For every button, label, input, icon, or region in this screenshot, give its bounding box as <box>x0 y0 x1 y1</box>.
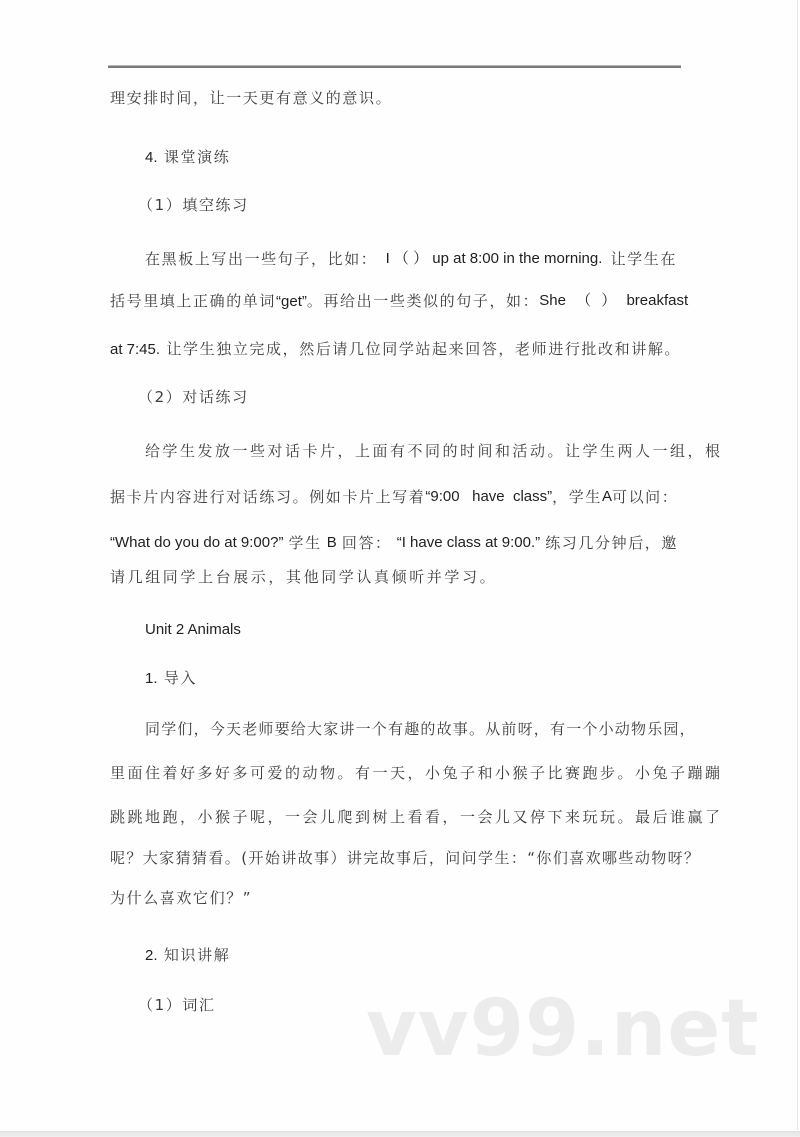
text-en: “What do you do at 9:00?” <box>110 534 284 551</box>
text-cn: ，学生 <box>552 488 602 506</box>
text-cn-a: 括号里填上正确的单词 <box>110 292 277 310</box>
subsection-2-title: 对话练习 <box>182 388 249 406</box>
text-en: B <box>326 534 337 551</box>
text-cn: 学生 <box>288 534 322 552</box>
section-4-heading <box>145 147 230 168</box>
text-en-a: “get” <box>276 293 307 310</box>
unit2-section-2-number: 2. <box>145 947 158 964</box>
dialogue-para-line-1: 给学生发放一些对话卡片，上面有不同的时间和活动。让学生两人一组，根 <box>145 442 723 460</box>
unit2-section-1-number: 1. <box>145 670 158 687</box>
fill-blank-para-line-1 <box>145 249 677 269</box>
subsection-2-heading <box>138 387 249 407</box>
text-cn: 练习几分钟后，邀 <box>545 534 678 552</box>
fill-blank-para-line-2 <box>110 291 689 312</box>
text-cn: 据卡片内容进行对话练习。例如卡片上写着 <box>110 488 426 506</box>
unit2-section-2-title: 知识讲解 <box>163 946 231 964</box>
page-bottom-edge <box>0 1131 800 1137</box>
section-4-number: 4. <box>145 149 158 166</box>
unit2-subsection-1-heading <box>138 995 216 1015</box>
unit2-subsection-1-number: （1） <box>138 996 183 1014</box>
unit2-section-2-heading <box>145 945 230 966</box>
text-en: She （ ） breakfast <box>539 292 689 309</box>
unit2-section-1-title: 导入 <box>163 669 198 687</box>
header-rule <box>108 65 681 68</box>
unit-2-title: Unit 2 Animals <box>145 621 241 638</box>
dialogue-para-line-2 <box>110 487 678 507</box>
fill-blank-para-line-3 <box>110 339 681 360</box>
intro-para-line-5: 为什么喜欢它们？” <box>110 889 253 907</box>
watermark: vv99.net <box>366 984 760 1074</box>
text-cn: 可以问： <box>611 488 679 506</box>
intro-para-line-2: 里面住着好多好多可爱的动物。有一天，小兔子和小猴子比赛跑步。小兔子蹦蹦 <box>110 764 723 782</box>
text-cn-b: 。再给出一些类似的句子，如： <box>306 292 540 310</box>
subsection-2-number: （2） <box>138 388 183 406</box>
text-en: “I have class at 9:00.” <box>396 534 541 551</box>
text-en: I （ ） up at 8:00 in the morning. <box>385 250 603 267</box>
text-cn: 回答： <box>341 534 392 552</box>
text-cn <box>110 291 539 312</box>
intro-para-line-1: 同学们，今天老师要给大家讲一个有趣的故事。从前呀，有一个小动物乐园， <box>145 720 696 738</box>
intro-para-line-4: 呢？大家猜猜看。(开始讲故事）讲完故事后，问问学生：“你们喜欢哪些动物呀？ <box>110 849 701 867</box>
section-4-title: 课堂演练 <box>163 148 231 166</box>
intro-para-line-3: 跳跳地跑，小猴子呢，一会儿爬到树上看看，一会儿又停下来玩玩。最后谁赢了 <box>110 808 723 826</box>
unit2-section-1-heading <box>145 668 197 689</box>
continuation-line: 理安排时间，让一天更有意义的意识。 <box>110 89 393 107</box>
text-cn: 让学生独立完成，然后请几位同学站起来回答，老师进行批改和讲解。 <box>166 340 682 358</box>
text-en: at 7:45. <box>110 341 161 358</box>
subsection-1-heading <box>138 195 249 215</box>
subsection-1-title: 填空练习 <box>182 196 249 214</box>
dialogue-para-line-4: 请几组同学上台展示，其他同学认真倾听并学习。 <box>110 568 498 586</box>
text-cn: 让学生在 <box>610 250 677 268</box>
text-cn: 在黑板上写出一些句子，比如： <box>145 250 378 268</box>
text-en: A <box>601 488 612 505</box>
text-en: “9:00 have class” <box>425 488 553 505</box>
subsection-1-number: （1） <box>138 196 183 214</box>
unit2-subsection-1-title: 词汇 <box>182 996 216 1014</box>
dialogue-para-line-3 <box>110 533 678 553</box>
